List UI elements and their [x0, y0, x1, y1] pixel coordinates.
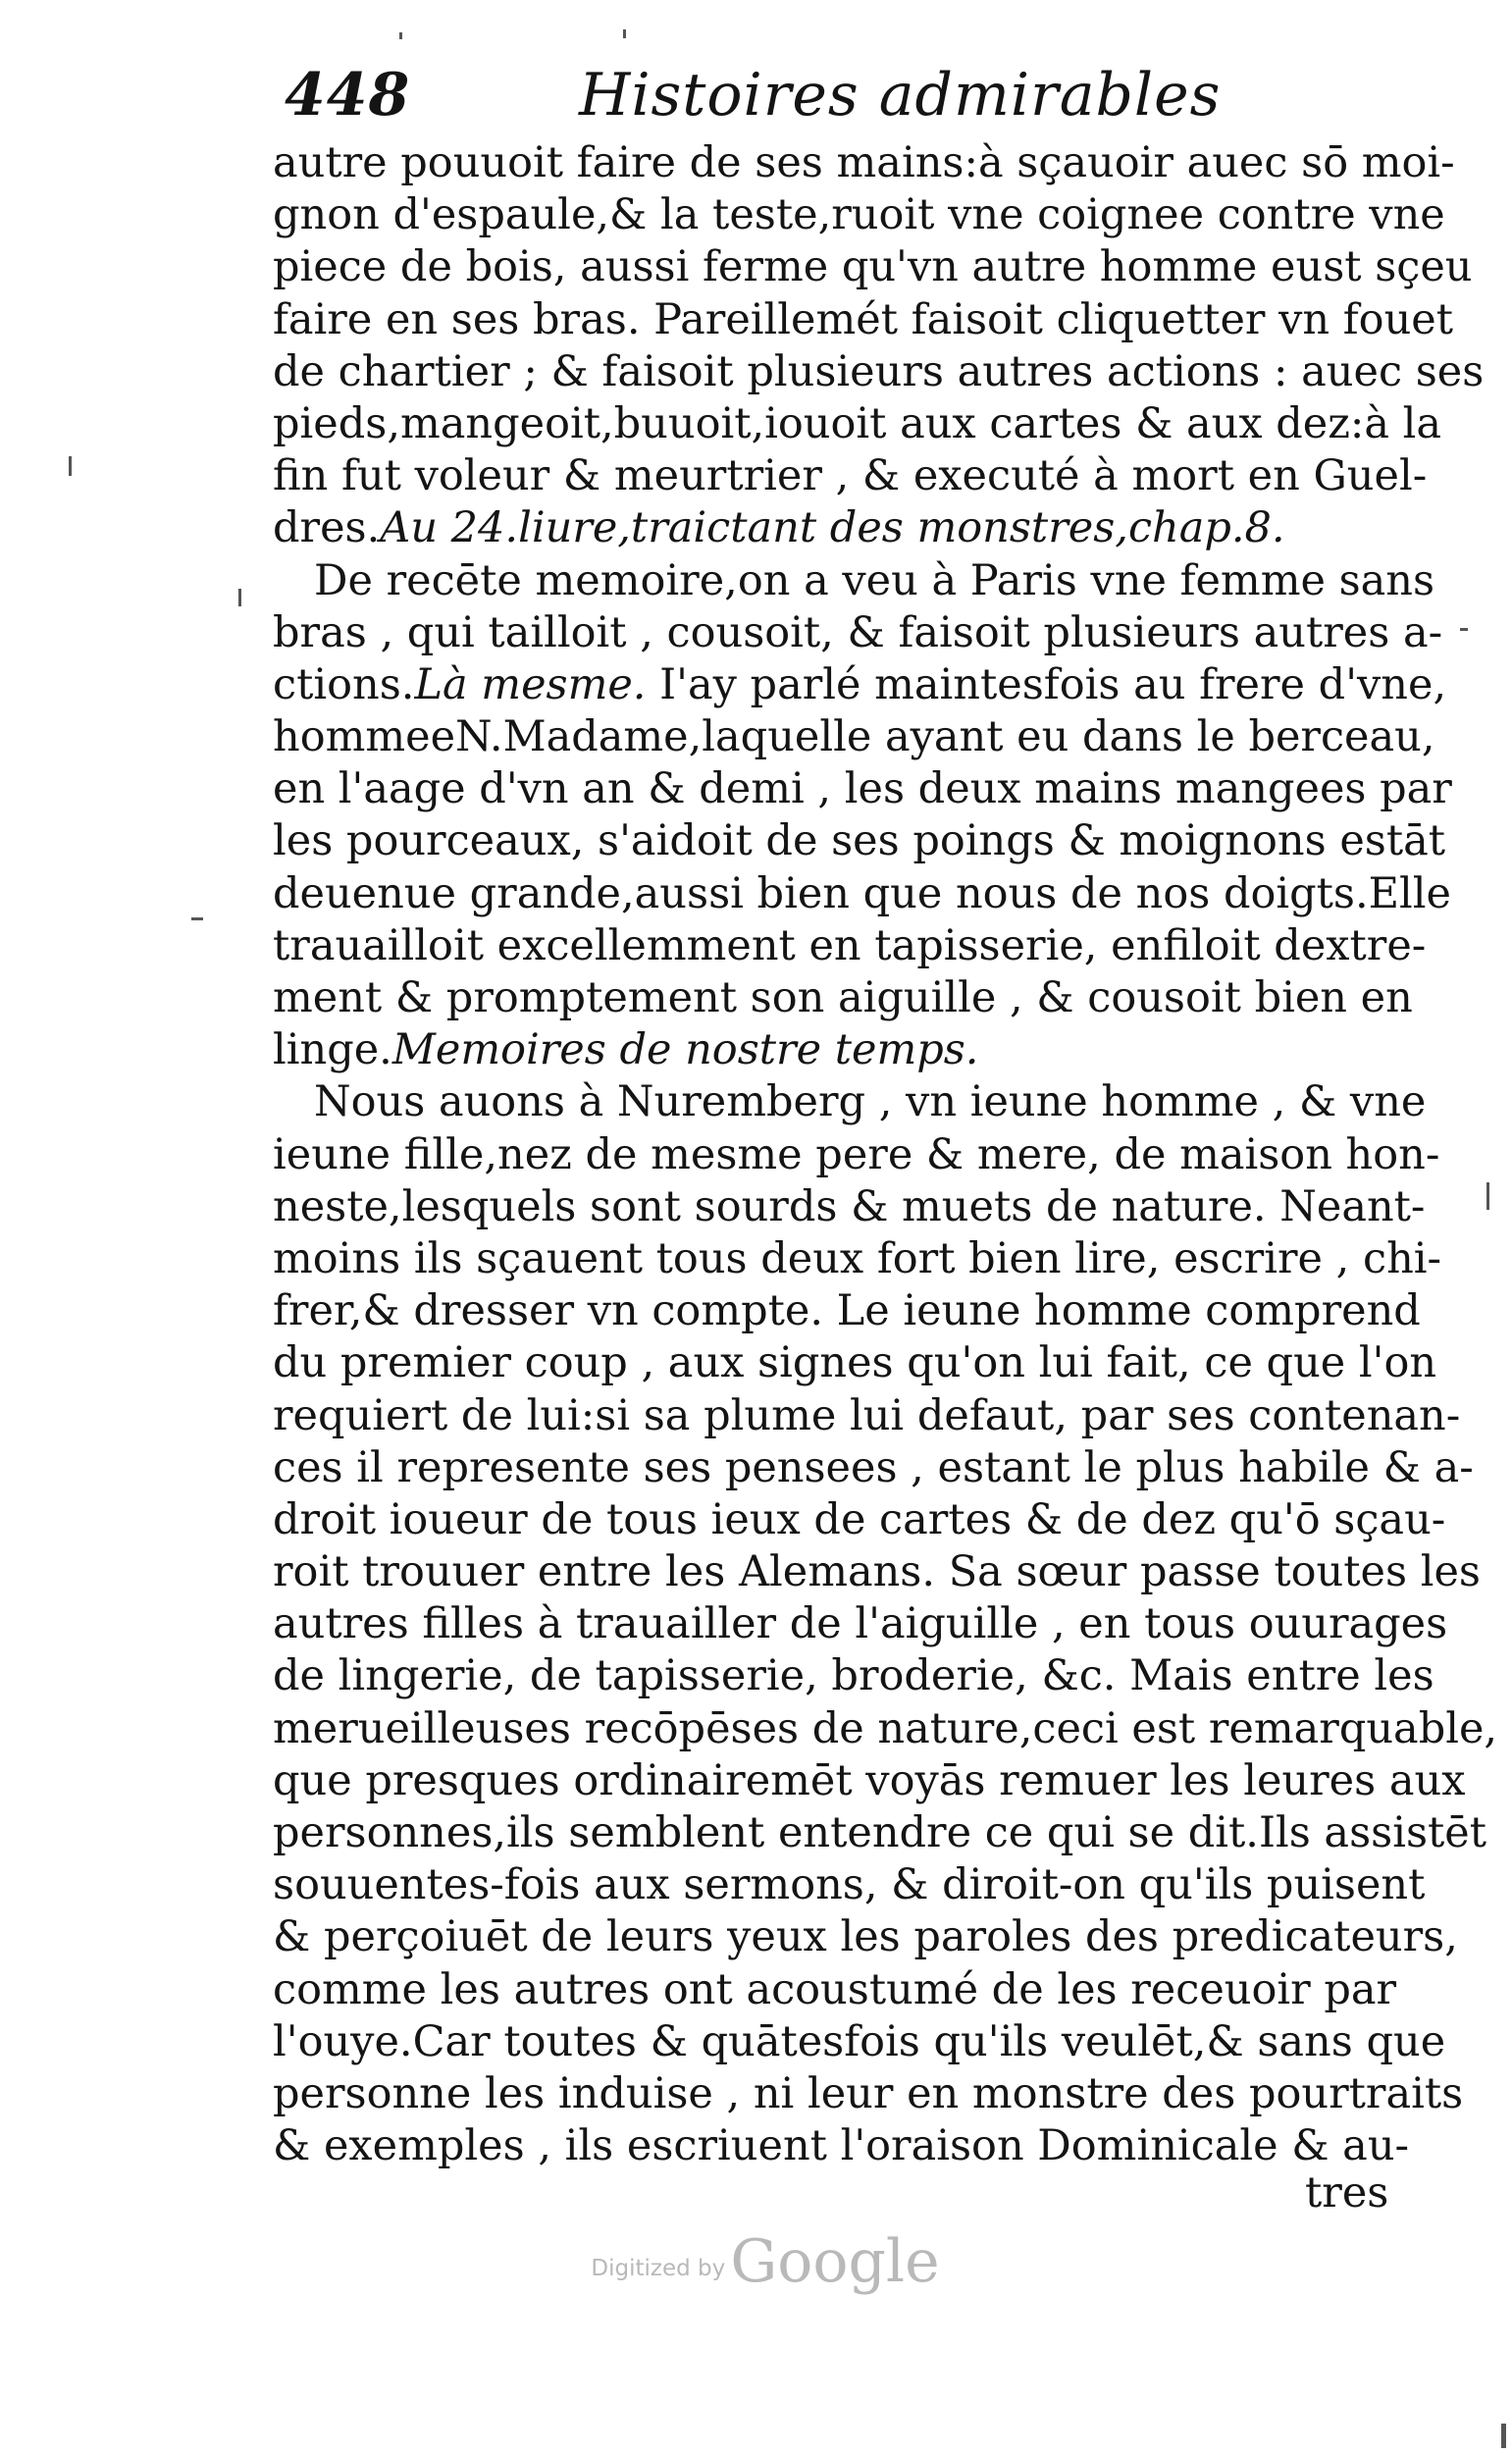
source-reference: Memoires de nostre temps.	[391, 1025, 979, 1075]
text-line: comme les autres ont acoustumé de les receuoir par	[273, 1964, 1397, 2014]
page-number: 448	[285, 61, 411, 130]
text-line: ieune fille,nez de mesme pere & mere, de maison hon-	[273, 1129, 1440, 1179]
text-line: roit trouuer entre les Alemans. Sa sœur passe toutes les	[273, 1547, 1481, 1597]
scan-speck	[69, 456, 72, 476]
catchword: tres	[1305, 2168, 1389, 2218]
scan-speck	[399, 32, 402, 39]
scan-speck	[1486, 1182, 1489, 1210]
text-fragment: dres.	[273, 503, 381, 553]
text-line: les pourceaux, s'aidoit de ses poings & moignons estāt	[273, 816, 1446, 866]
text-line: de chartier ; & faisoit plusieurs autres actions : auec ses	[273, 346, 1485, 396]
text-line: ment & promptement son aiguille , & cousoit bien en	[273, 973, 1413, 1022]
watermark-logo: Google	[730, 2227, 940, 2296]
text-line: l'ouye.Car toutes & quātesfois qu'ils veulēt,& sans que	[273, 2016, 1446, 2066]
body-text	[273, 137, 1498, 2172]
paragraph-start-line: Nous auons à Nuremberg , vn ieune homme , & vne	[314, 1077, 1427, 1127]
paragraph-start-line: De recēte memoire,on a veu à Paris vne femme sans	[314, 555, 1435, 605]
text-line: faire en ses bras. Pareillemét faisoit cliquetter vn fouet	[273, 294, 1453, 344]
text-line: gnon d'espaule,& la teste,ruoit vne coignee contre vne	[273, 190, 1445, 240]
page-header	[285, 61, 1393, 149]
text-line: pieds,mangeoit,buuoit,iouoit aux cartes & aux dez:à la	[273, 398, 1442, 448]
text-line: requiert de lui:si sa plume lui defaut, par ses contenan-	[273, 1390, 1461, 1440]
text-line: neste,lesquels sont sourds & muets de nature. Neant-	[273, 1181, 1426, 1231]
text-line	[273, 1024, 1396, 1076]
text-line: trauailloit excellemment en tapisserie, enfiloit dextre-	[273, 920, 1427, 970]
text-line: personne les induise , ni leur en monstre des pourtraits	[273, 2068, 1464, 2118]
text-line: bras , qui tailloit , cousoit, & faisoit plusieurs autres a-	[273, 607, 1443, 657]
text-line: du premier coup , aux signes qu'on lui fait, ce que l'on	[273, 1338, 1437, 1388]
text-line: frer,& dresser vn compte. Le ieune homme comprend	[273, 1286, 1421, 1336]
text-line: moins ils sçauent tous deux fort bien lire, escrire , chi-	[273, 1233, 1442, 1283]
text-line	[273, 502, 1396, 554]
text-fragment: ctions.	[273, 659, 415, 709]
text-line: merueilleuses recōpēses de nature,ceci est remarquable,	[273, 1703, 1498, 1753]
text-fragment: linge.	[273, 1025, 392, 1075]
source-reference: Là mesme.	[414, 659, 647, 709]
text-line: autre pouuoit faire de ses mains:à sçauoir auec sō moi-	[273, 138, 1455, 187]
text-line: autres filles à trauailler de l'aiguille , en tous ouurages	[273, 1599, 1448, 1649]
text-line: de lingerie, de tapisserie, broderie, &c. Mais entre les	[273, 1651, 1434, 1701]
text-line: & exemples , ils escriuent l'oraison Dominicale & au-	[273, 2121, 1410, 2171]
text-line: droit ioueur de tous ieux de cartes & de dez qu'ō sçau-	[273, 1494, 1446, 1544]
text-line: hommeeN.Madame,laquelle ayant eu dans le berceau,	[273, 712, 1435, 762]
text-line: personnes,ils semblent entendre ce qui se dit.Ils assistēt	[273, 1808, 1487, 1857]
running-title: Histoires admirables	[579, 61, 1222, 130]
scan-speck	[191, 917, 203, 920]
watermark-prefix: Digitized by	[591, 2256, 726, 2281]
text-line: fin fut voleur & meurtrier , & executé à mort en Guel-	[273, 451, 1428, 501]
text-line: & perçoiuēt de leurs yeux les paroles des predicateurs,	[273, 1912, 1458, 1962]
digitization-watermark	[579, 2227, 952, 2306]
scan-speck	[238, 589, 241, 606]
scan-speck	[623, 29, 626, 38]
text-fragment: I'ay parlé maintesfois au frere d'vne,	[646, 659, 1447, 709]
scan-speck	[1501, 2424, 1506, 2448]
text-line: deuenue grande,aussi bien que nous de nos doigts.Elle	[273, 868, 1451, 918]
text-line: en l'aage d'vn an & demi , les deux mains mangees par	[273, 764, 1452, 814]
text-line: ces il represente ses pensees , estant le plus habile & a-	[273, 1442, 1474, 1492]
text-line: piece de bois, aussi ferme qu'vn autre homme eust sçeu	[273, 242, 1473, 292]
text-line: souuentes-fois aux sermons, & diroit-on qu'ils puisent	[273, 1860, 1426, 1910]
text-line	[273, 659, 1447, 711]
text-line: que presques ordinairemēt voyās remuer les leures aux	[273, 1755, 1466, 1805]
scan-speck	[1460, 628, 1468, 631]
source-reference: Au 24.liure,traictant des monstres,chap.8.	[380, 503, 1285, 553]
